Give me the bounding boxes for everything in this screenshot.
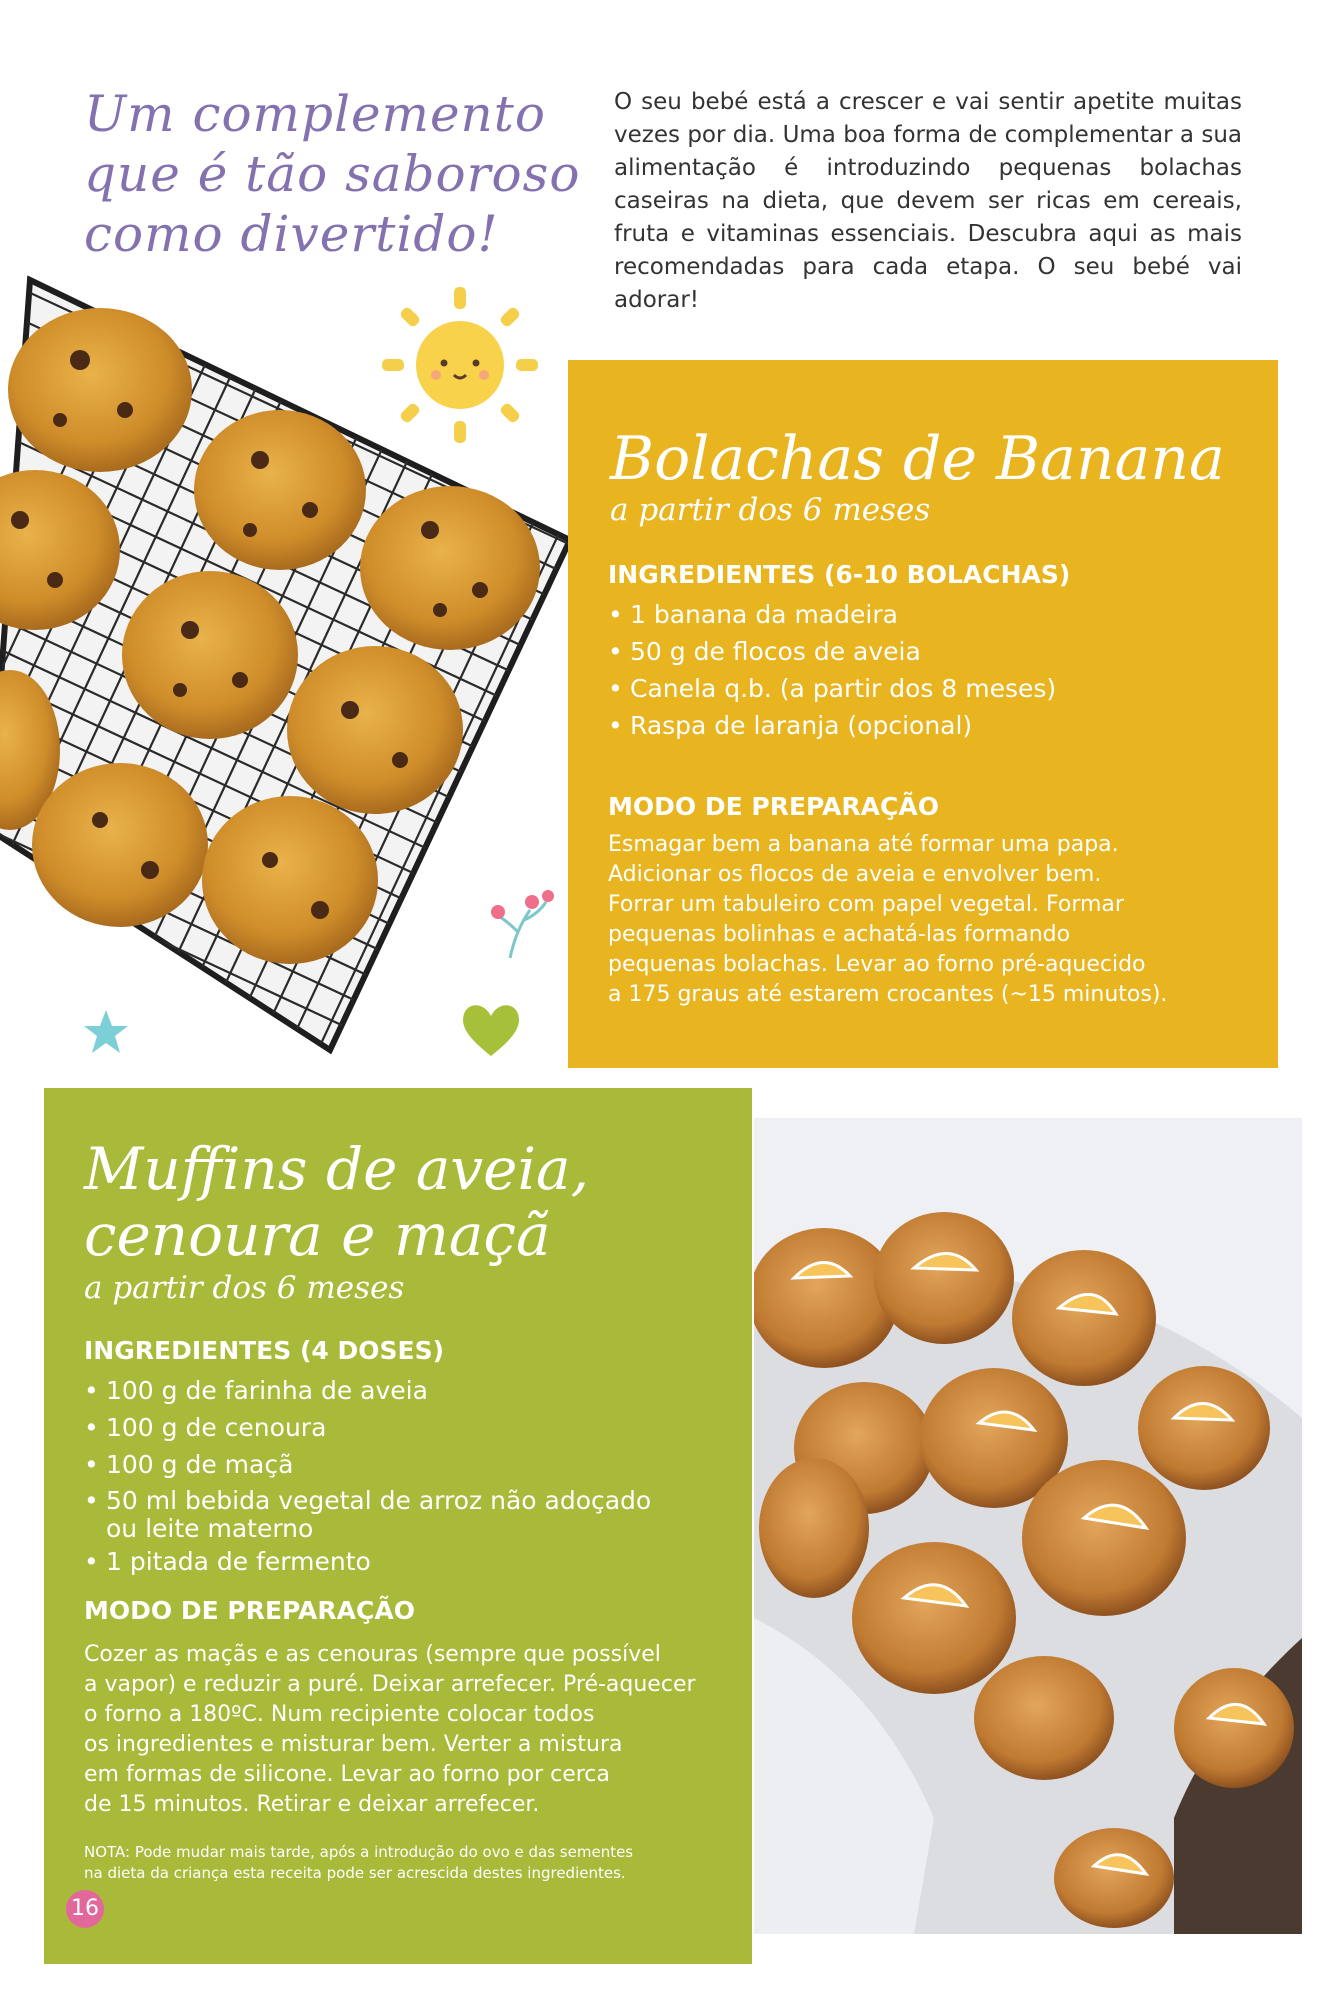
method-line: Esmagar bem a banana até formar uma papa. — [608, 832, 1119, 857]
method-line: Adicionar os flocos de aveia e envolver bem. — [608, 862, 1102, 887]
muffin-recipe-card — [44, 1088, 752, 1964]
list-item: • 100 g de maçã — [84, 1446, 651, 1483]
list-item: • 1 pitada de fermento — [84, 1543, 651, 1580]
sun-icon — [380, 285, 540, 445]
list-item: • 1 banana da madeira — [608, 596, 1056, 633]
heart-icon — [458, 996, 524, 1062]
banana-ingredients-heading: INGREDIENTES (6-10 BOLACHAS) — [608, 560, 1071, 589]
muffin-ingredients-list — [84, 1372, 651, 1580]
method-line: a 175 graus até estarem crocantes (~15 minutos). — [608, 982, 1168, 1007]
list-item: • 100 g de cenoura — [84, 1409, 651, 1446]
note-line: NOTA: Pode mudar mais tarde, após a introdução do ovo e das sementes — [84, 1843, 634, 1861]
headline-line-3: como divertido! — [84, 205, 499, 263]
intro-paragraph: O seu bebé está a crescer e vai sentir apetite muitas vezes por dia. Uma boa forma de complementar a sua alimentação é introduzindo pequenas bolachas caseiras na dieta, que devem ser ricas em cereais, fruta e vitaminas essenciais. Descubra aqui as mais recomendadas para cada etapa. O seu bebé vai adorar! — [614, 89, 1242, 313]
list-item: • Canela q.b. (a partir dos 8 meses) — [608, 670, 1056, 707]
banana-method-heading: MODO DE PREPARAÇÃO — [608, 792, 939, 821]
headline-line-2: que é tão saboroso — [84, 145, 581, 203]
banana-recipe-age: a partir dos 6 meses — [610, 492, 931, 528]
muffin-ingredients-heading: INGREDIENTES (4 DOSES) — [84, 1336, 445, 1365]
muffin-method-text — [84, 1640, 696, 1820]
headline-line-1: Um complemento — [84, 85, 546, 143]
banana-recipe-title: Bolachas de Banana — [610, 424, 1225, 494]
muffin-recipe-age: a partir dos 6 meses — [84, 1270, 405, 1306]
method-line: os ingredientes e misturar bem. Verter a mistura — [84, 1732, 623, 1757]
method-line: o forno a 180ºC. Num recipiente colocar todos — [84, 1702, 595, 1727]
method-line: a vapor) e reduzir a puré. Deixar arrefecer. Pré-aquecer — [84, 1672, 696, 1697]
ingredient-continuation: ou leite materno — [106, 1514, 314, 1543]
list-item — [84, 1487, 651, 1543]
list-item: • 50 g de flocos de aveia — [608, 633, 1056, 670]
method-line: pequenas bolinhas e achatá-las formando — [608, 922, 1071, 947]
list-item: • Raspa de laranja (opcional) — [608, 707, 1056, 744]
method-line: pequenas bolachas. Levar ao forno pré-aquecido — [608, 952, 1146, 977]
muffins-photo — [754, 1118, 1302, 1934]
banana-recipe-card — [568, 360, 1278, 1068]
method-line: Forrar um tabuleiro com papel vegetal. Formar — [608, 892, 1124, 917]
method-line: Cozer as maçãs e as cenouras (sempre que possível — [84, 1642, 661, 1667]
page-number-badge: 16 — [66, 1890, 104, 1928]
muffin-recipe-title-line-2: cenoura e maçã — [84, 1201, 551, 1269]
page-headline — [84, 84, 604, 264]
banana-ingredients-list — [608, 596, 1056, 744]
berry-sprig-icon — [490, 880, 556, 960]
method-line: de 15 minutos. Retirar e deixar arrefecer. — [84, 1792, 540, 1817]
ingredient-text: 50 ml bebida vegetal de arroz não adoçado — [106, 1486, 652, 1515]
muffin-method-heading: MODO DE PREPARAÇÃO — [84, 1596, 415, 1625]
note-line: na dieta da criança esta receita pode ser acrescida destes ingredientes. — [84, 1864, 626, 1882]
method-line: em formas de silicone. Levar ao forno por cerca — [84, 1762, 610, 1787]
list-item: • 100 g de farinha de aveia — [84, 1372, 651, 1409]
muffin-recipe-title-line-1: Muffins de aveia, — [84, 1135, 590, 1203]
star-icon — [82, 1008, 130, 1056]
banana-method-text — [608, 830, 1167, 1010]
muffin-note — [84, 1842, 633, 1884]
